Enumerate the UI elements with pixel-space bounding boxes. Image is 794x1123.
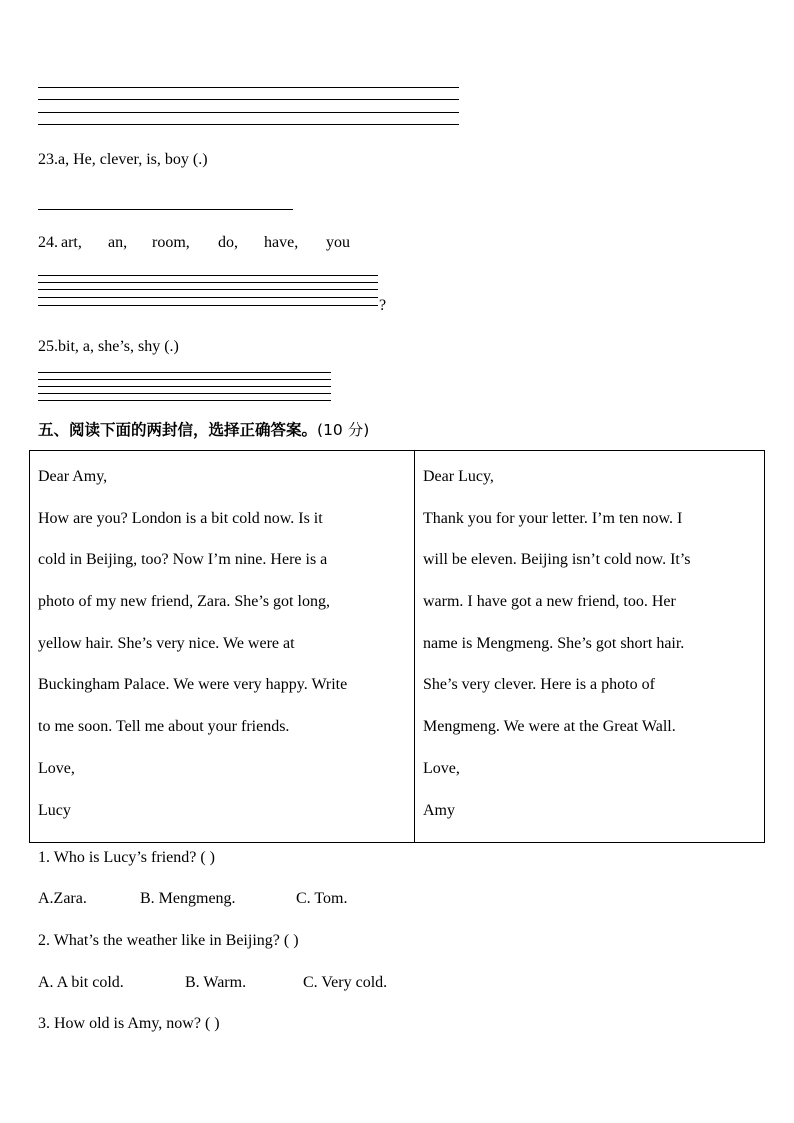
question-number: 25. [38, 338, 58, 355]
answer-line [38, 297, 378, 298]
question-word: art, [61, 234, 82, 251]
letter-line: yellow hair. She’s very nice. We were at [38, 634, 295, 652]
letter-line: photo of my new friend, Zara. She’s got long, [38, 593, 330, 611]
option-a: A. A bit cold. [38, 974, 124, 991]
answer-line [38, 400, 331, 401]
letter-left [30, 451, 415, 843]
question-24 [38, 233, 378, 253]
answer-line [38, 124, 459, 125]
answer-line [38, 275, 378, 276]
letter-line: name is Mengmeng. She’s got short hair. [423, 634, 685, 652]
option-a: A.Zara. [38, 890, 87, 907]
answer-line [38, 386, 331, 387]
letter-line: will be eleven. Beijing isn’t cold now. It’s [423, 551, 691, 569]
answer-line [38, 372, 331, 373]
section-title: 五、阅读下面的两封信，选择正确答案。 [38, 421, 318, 439]
question-1: 1. Who is Lucy’s friend? ( ) [38, 849, 215, 866]
letter-line: Lucy [38, 801, 71, 819]
letter-line: warm. I have got a new friend, too. Her [423, 593, 676, 611]
letter-line: to me soon. Tell me about your friends. [38, 718, 290, 736]
question-23 [38, 150, 208, 170]
answer-line [38, 305, 378, 306]
letters-table [29, 450, 765, 843]
letter-line: Love, [38, 759, 75, 777]
answer-line [38, 99, 459, 100]
option-b: B. Warm. [185, 974, 247, 991]
section-points: (10 分) [317, 421, 370, 439]
question-words: a, He, clever, is, boy (.) [58, 151, 208, 168]
question-word: room, [152, 234, 190, 251]
letter-line: How are you? London is a bit cold now. Is it [38, 509, 323, 527]
question-words: bit, a, she’s, shy (.) [58, 338, 179, 355]
answer-line [38, 282, 378, 283]
question-number: 23. [38, 151, 58, 168]
q23-answer-line [38, 209, 293, 210]
letter-line: Amy [423, 801, 455, 819]
answer-line [38, 87, 459, 88]
letter-line: Dear Amy, [38, 468, 108, 485]
question-25 [38, 337, 179, 357]
answer-line [38, 289, 378, 290]
letter-line: Thank you for your letter. I’m ten now. I [423, 509, 683, 527]
letter-line: She’s very clever. Here is a photo of [423, 676, 655, 694]
option-c: C. Tom. [296, 890, 348, 907]
letter-line: Dear Lucy, [423, 468, 494, 485]
letter-right [415, 451, 765, 843]
question-2: 2. What’s the weather like in Beijing? ( ) [38, 932, 299, 949]
answer-line [38, 112, 459, 113]
answer-line [38, 379, 331, 380]
option-c: C. Very cold. [303, 974, 388, 991]
letter-line: Love, [423, 759, 460, 777]
letter-line: Mengmeng. We were at the Great Wall. [423, 718, 676, 736]
question-3: 3. How old is Amy, now? ( ) [38, 1015, 220, 1032]
question-word: an, [108, 234, 128, 251]
question-word: do, [218, 234, 238, 251]
question-word: have, [264, 234, 299, 251]
section-heading [38, 420, 369, 440]
question-word: you [326, 234, 350, 251]
q24-end-mark: ? [379, 297, 387, 314]
question-number: 24. [38, 234, 58, 251]
letter-line: Buckingham Palace. We were very happy. Write [38, 676, 348, 694]
letter-line: cold in Beijing, too? Now I’m nine. Here is a [38, 551, 328, 569]
answer-line [38, 393, 331, 394]
option-b: B. Mengmeng. [140, 890, 236, 907]
